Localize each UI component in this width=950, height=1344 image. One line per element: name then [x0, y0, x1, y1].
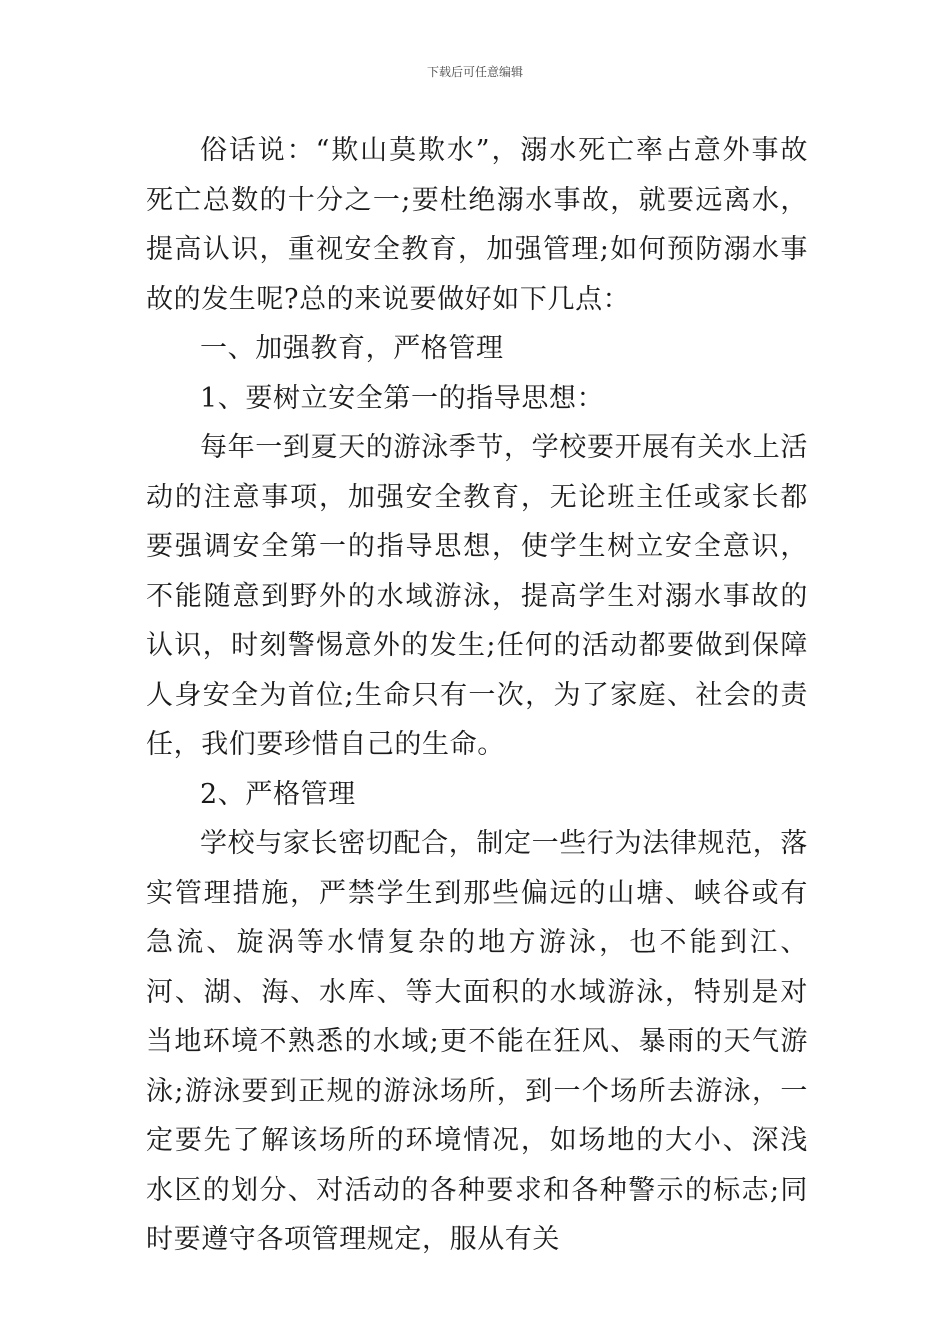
document-body [146, 126, 808, 1265]
paragraph-item-2: 学校与家长密切配合，制定一些行为法律规范，落实管理措施，严禁学生到那些偏远的山塘、峡谷或有急流、旋涡等水情复杂的地方游泳，也不能到江、河、湖、海、水库、等大面积的水域游泳，特别是对当地环境不熟悉的水域;更不能在狂风、暴雨的天气游泳;游泳要到正规的游泳场所，到一个场所去游泳，一定要先了解该场所的环境情况，如场地的大小、深浅水区的划分、对活动的各种要求和各种警示的标志;同时要遵守各项管理规定，服从有关 [146, 828, 808, 1255]
paragraph-intro: 俗话说：“欺山莫欺水”，溺水死亡率占意外事故死亡总数的十分之一;要杜绝溺水事故，就要远离水，提高认识，重视安全教育，加强管理;如何预防溺水事故的发生呢?总的来说要做好如下几点： [146, 135, 808, 315]
paragraph-item-1: 每年一到夏天的游泳季节，学校要开展有关水上活动的注意事项，加强安全教育，无论班主任或家长都要强调安全第一的指导思想，使学生树立安全意识，不能随意到野外的水域游泳，提高学生对溺水事故的认识，时刻警惕意外的发生;任何的活动都要做到保障人身安全为首位;生命只有一次，为了家庭、社会的责任，我们要珍惜自己的生命。 [146, 432, 808, 760]
heading-section-1: 一、加强教育，严格管理 [200, 333, 504, 364]
heading-item-1: 1、要树立安全第一的指导思想： [200, 382, 605, 414]
page-header: 下载后可任意编辑 [426, 65, 523, 79]
heading-item-2: 2、严格管理 [200, 778, 356, 810]
